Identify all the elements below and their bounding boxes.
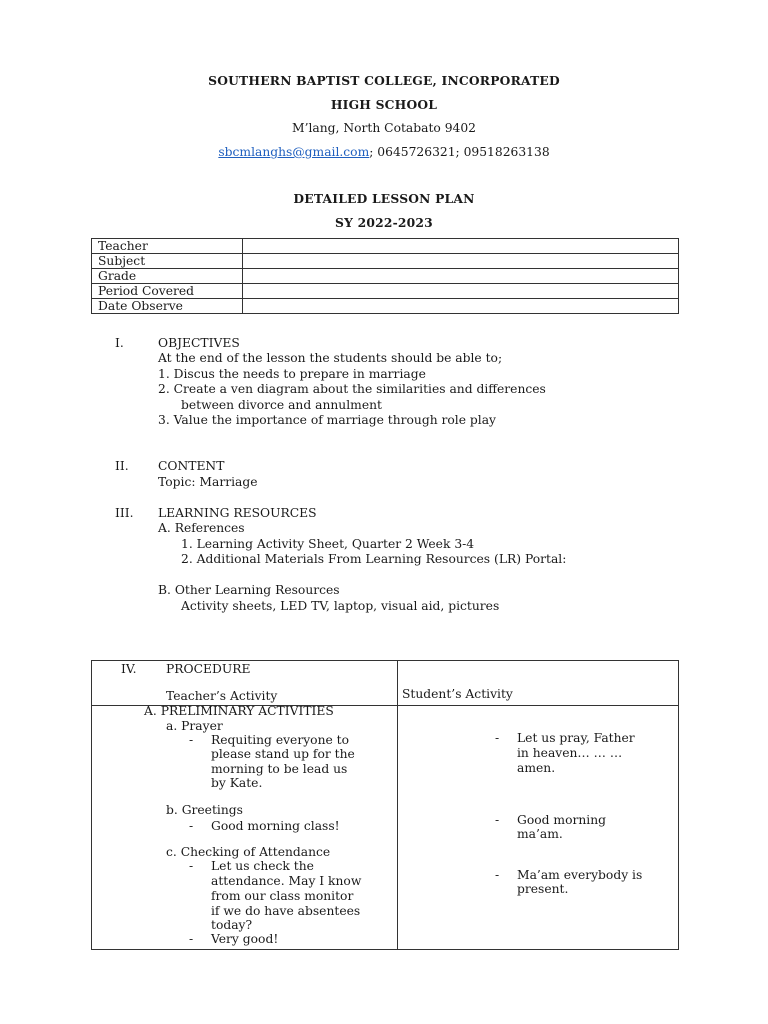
other-resources-heading: B. Other Learning Resources [158, 583, 340, 597]
grade-label: Grade [92, 269, 243, 284]
attendance-text-2: attendance. May I know [211, 874, 362, 888]
date-value[interactable] [243, 299, 679, 314]
attendance-text-1: Let us check the [211, 859, 314, 873]
college-name: SOUTHERN BAPTIST COLLEGE, INCORPORATED [208, 73, 560, 88]
resources-heading: LEARNING RESOURCES [158, 506, 317, 520]
objectives-heading: OBJECTIVES [158, 336, 240, 350]
student-prayer-1: Let us pray, Father [517, 731, 635, 745]
student-greeting-2: ma’am. [517, 827, 563, 841]
resources-number: III. [115, 506, 134, 520]
contact-line [0, 145, 768, 160]
plan-title: DETAILED LESSON PLAN [293, 191, 475, 206]
dash-bullet: - [189, 932, 194, 946]
other-resources-text: Activity sheets, LED TV, laptop, visual aid, pictures [181, 599, 500, 613]
date-label: Date Observe [92, 299, 243, 314]
school-address: M’lang, North Cotabato 9402 [291, 121, 477, 135]
table-row [92, 269, 679, 284]
prayer-text-4: by Kate. [211, 776, 263, 790]
content-heading: CONTENT [158, 459, 225, 473]
objectives-number: I. [115, 336, 124, 350]
subject-label: Subject [92, 254, 243, 269]
period-label: Period Covered [92, 284, 243, 299]
grade-value[interactable] [243, 269, 679, 284]
dash-bullet: - [495, 813, 500, 827]
dash-bullet: - [189, 733, 194, 747]
content-number: II. [115, 459, 129, 473]
prayer-heading: a. Prayer [166, 719, 223, 733]
info-table [91, 238, 679, 314]
student-prayer-2: in heaven… … … [517, 746, 623, 760]
attendance-text-3: from our class monitor [211, 889, 354, 903]
school-name: HIGH SCHOOL [330, 97, 438, 112]
prayer-text-3: morning to be lead us [211, 762, 348, 776]
student-attendance-1: Ma’am everybody is [517, 868, 643, 882]
reference-item-2: 2. Additional Materials From Learning Resources (LR) Portal: [181, 552, 567, 566]
procedure-number: IV. [121, 662, 137, 676]
period-value[interactable] [243, 284, 679, 299]
student-prayer-3: amen. [517, 761, 556, 775]
very-good-text: Very good! [211, 932, 279, 946]
table-row [92, 299, 679, 314]
attendance-text-4: if we do have absentees [211, 904, 361, 918]
greetings-text: Good morning class! [211, 819, 340, 833]
prayer-text-2: please stand up for the [211, 747, 355, 761]
attendance-text-5: today? [211, 918, 253, 932]
subject-value[interactable] [243, 254, 679, 269]
content-topic: Topic: Marriage [158, 475, 258, 489]
table-row [92, 284, 679, 299]
email-link[interactable]: sbcmlanghs@gmail.com [218, 145, 370, 159]
dash-bullet: - [495, 868, 500, 882]
preliminary-activities-heading: A. PRELIMINARY ACTIVITIES [144, 704, 334, 718]
student-activity-header: Student’s Activity [402, 687, 513, 701]
objective-item-3: 3. Value the importance of marriage through role play [158, 413, 497, 427]
attendance-heading: c. Checking of Attendance [166, 845, 331, 859]
teacher-activity-header: Teacher’s Activity [166, 689, 278, 703]
prayer-text-1: Requiting everyone to [211, 733, 350, 747]
objective-item-2: 2. Create a ven diagram about the similarities and differences [158, 382, 546, 396]
dash-bullet: - [495, 731, 500, 745]
phone-numbers: ; 0645726321; 09518263138 [369, 145, 550, 159]
reference-item-1: 1. Learning Activity Sheet, Quarter 2 Week 3-4 [181, 537, 475, 551]
greetings-heading: b. Greetings [166, 803, 243, 817]
references-heading: A. References [158, 521, 245, 535]
dash-bullet: - [189, 859, 194, 873]
teacher-value[interactable] [243, 239, 679, 254]
procedure-heading: PROCEDURE [166, 662, 251, 676]
objectives-intro: At the end of the lesson the students should be able to; [158, 351, 503, 365]
dash-bullet: - [189, 819, 194, 833]
table-row [92, 239, 679, 254]
procedure-table [91, 660, 679, 950]
table-row [92, 254, 679, 269]
objective-item-1: 1. Discus the needs to prepare in marriage [158, 367, 426, 381]
objective-item-2-cont: between divorce and annulment [181, 398, 382, 412]
student-greeting-1: Good morning [517, 813, 606, 827]
teacher-label: Teacher [92, 239, 243, 254]
school-year: SY 2022-2023 [335, 215, 433, 230]
student-attendance-2: present. [517, 882, 569, 896]
